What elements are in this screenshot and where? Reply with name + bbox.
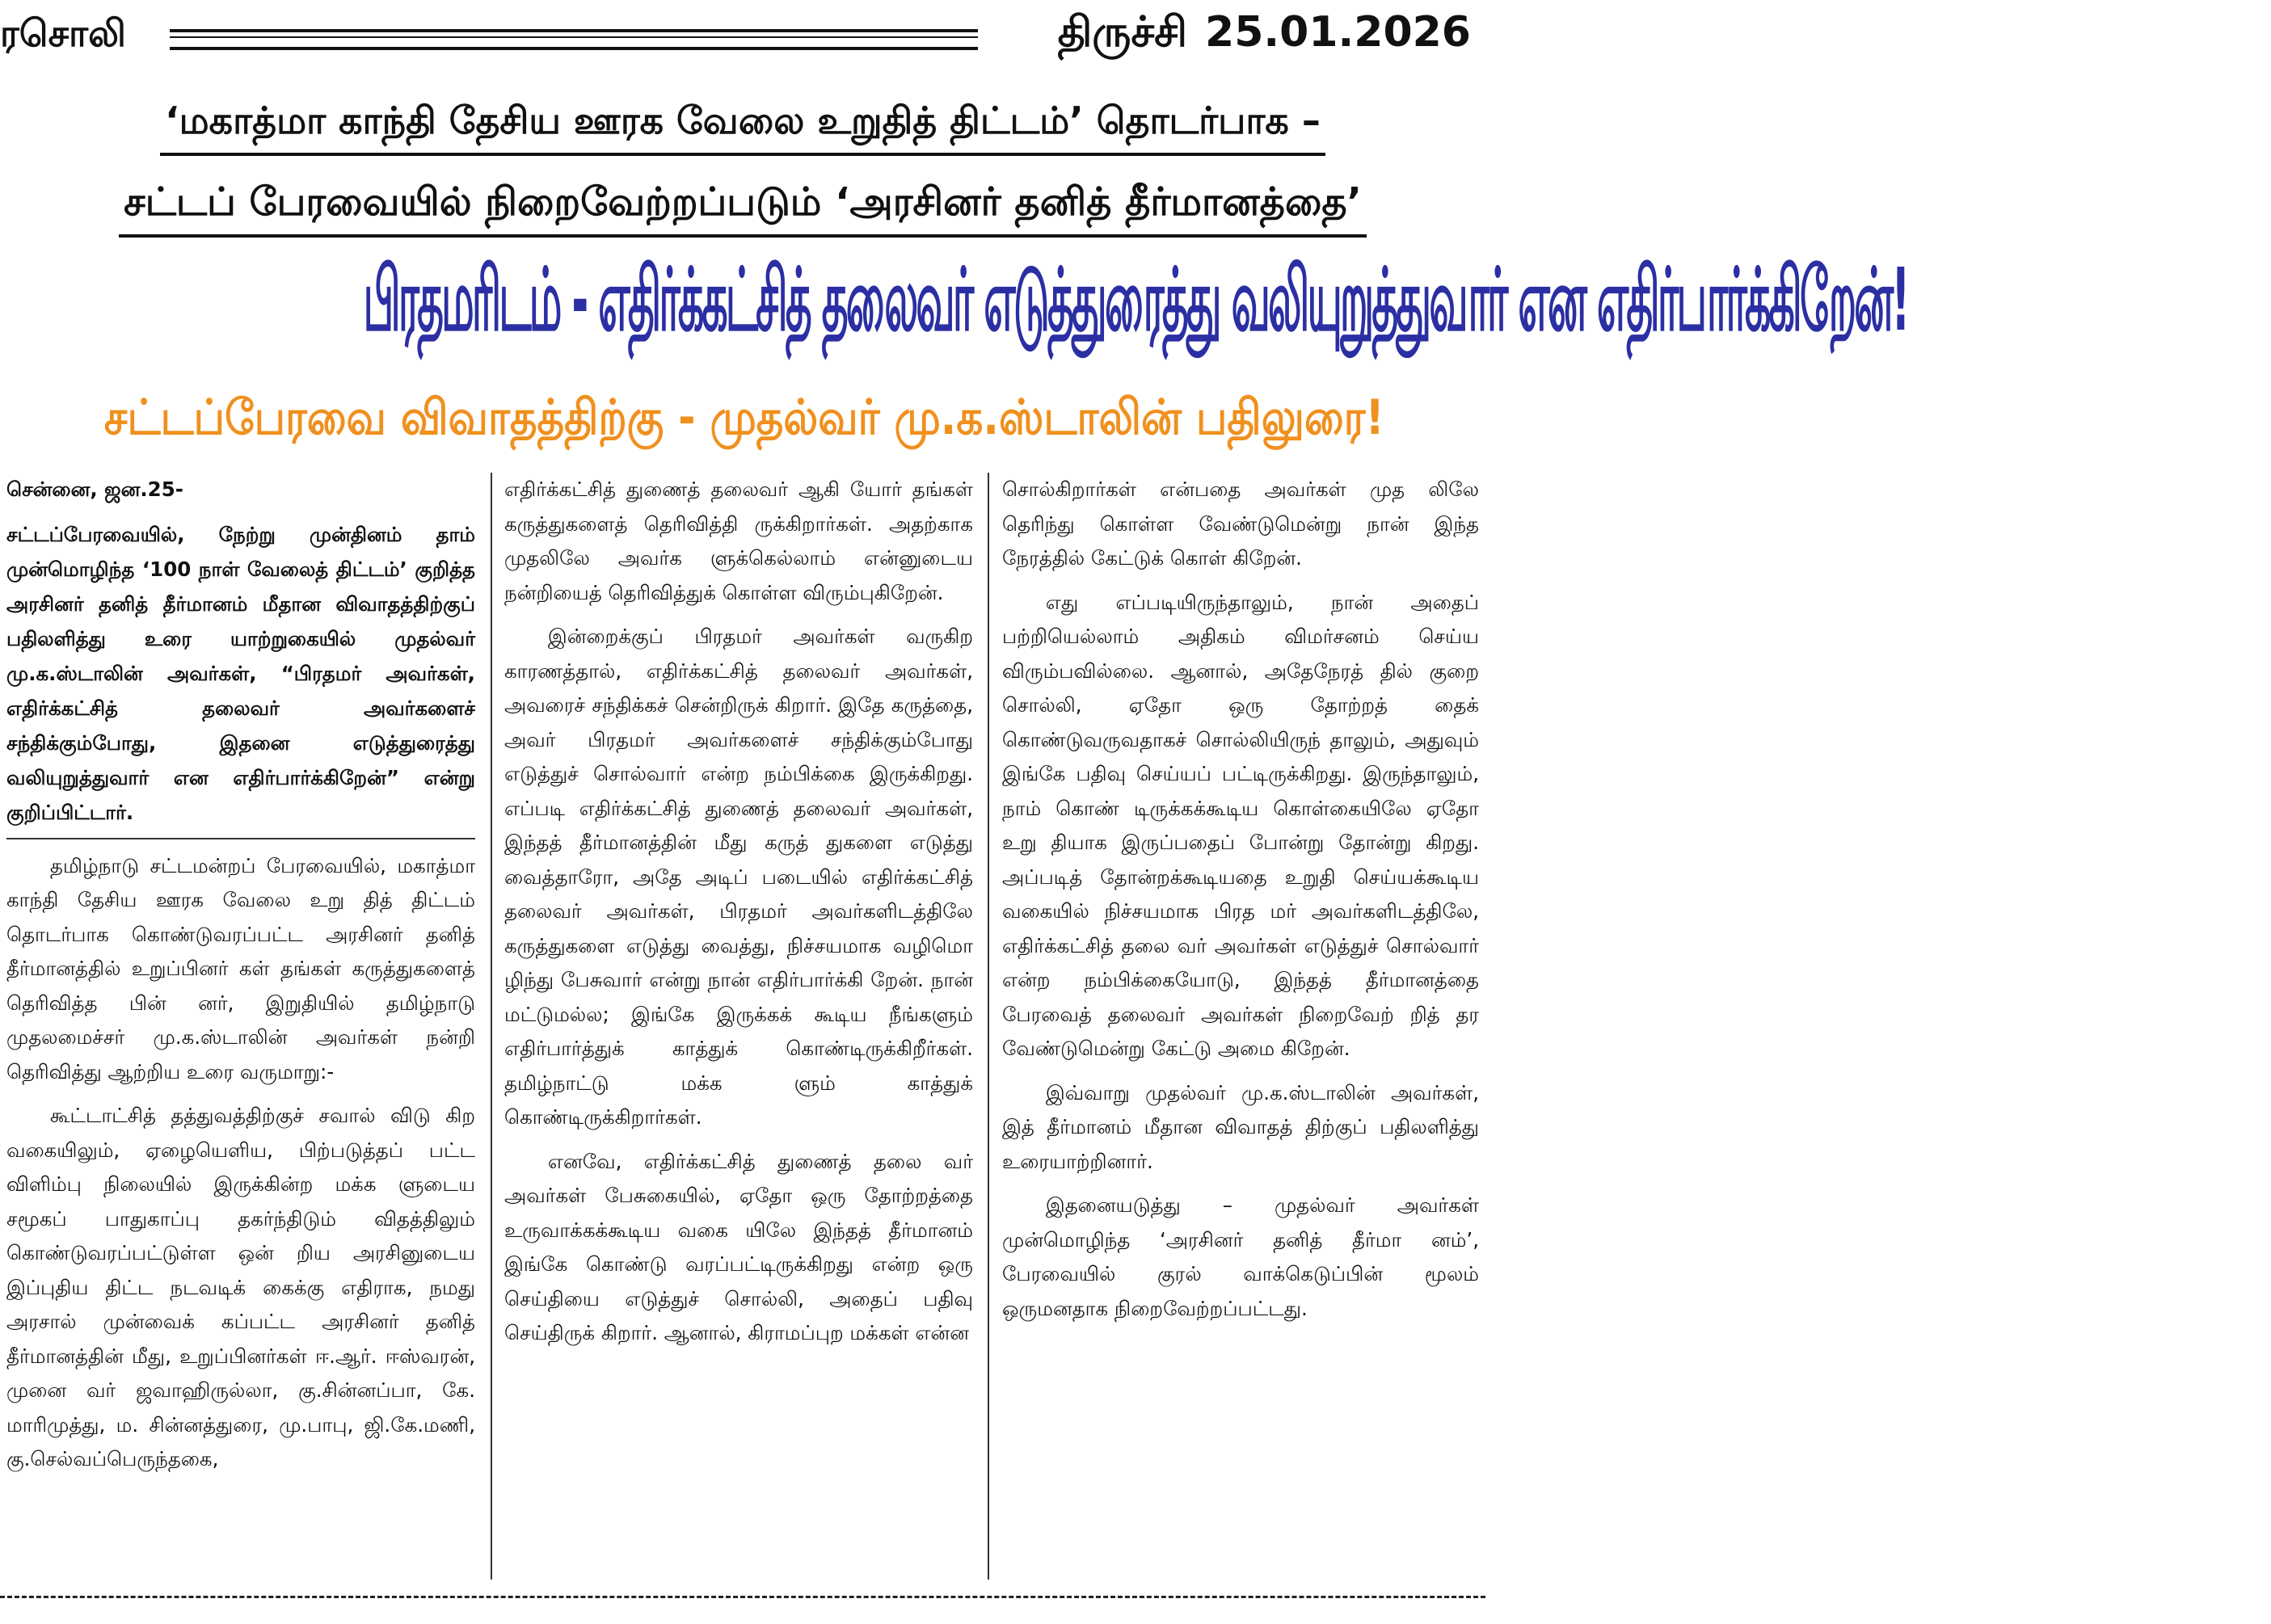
article-column-1: [6, 473, 475, 1580]
masthead: [0, 0, 1485, 73]
edition-date: 25.01.2026: [1205, 8, 1471, 57]
body-paragraph: இன்றைக்குப் பிரதமர் அவர்கள் வருகிற காரணத்தால், எதிர்க்கட்சித் தலைவர் அவர்கள், அவரைச் சந்திக்கச் சென்றிருக் கிறார். இதே கருத்தை, அவர் பிரதமர் அவர்களைச் சந்திக்கும்போது எடுத்துச் சொல்வார் என்ற நம்பிக்கை இருக்கிறது. எப்படி எதிர்க்கட்சித் துணைத் தலைவர் அவர்கள், இந்தத் தீர்மானத்தின் மீது கருத் துகளை எடுத்து வைத்தாரோ, அதே அடிப் படையில் எதிர்க்கட்சித் தலைவர் அவர்கள், பிரதமர் அவர்களிடத்திலே கருத்துகளை எடுத்து வைத்து, நிச்சயமாக வழிமொ ழிந்து பேசுவார் என்று நான் எதிர்பார்க்கி றேன். நான் மட்டுமல்ல; இங்கே இருக்கக் கூடிய நீங்களும் எதிர்பார்த்துக் காத்துக் கொண்டிருக்கிறீர்கள். தமிழ்நாட்டு மக்க ளும் காத்துக் கொண்டிருக்கிறார்கள்.: [504, 625, 973, 1129]
body-paragraph: கூட்டாட்சித் தத்துவத்திற்குச் சவால் விடு கிற வகையிலும், ஏழையெளிய, பிற்படுத்தப் பட்ட விளிம்பு நிலையில் இருக்கின்ற மக்க ளுடைய சமூகப் பாதுகாப்பு தகர்ந்திடும் விதத்திலும் கொண்டுவரப்பட்டுள்ள ஒன் றிய அரசினுடைய இப்புதிய திட்ட நடவடிக் கைக்கு எதிராக, நமது அரசால் முன்வைக் கப்பட்ட அரசினர் தனித் தீர்மானத்தின் மீது, உறுப்பினர்கள் ஈ.ஆர். ஈஸ்வரன், முனை வர் ஜவாஹிருல்லா, கு.சின்னப்பா, கே. மாரிமுத்து, ம. சின்னத்துரை, மு.பாபு, ஜி.கே.மணி, கு.செல்வப்பெருந்தகை,: [6, 1104, 475, 1470]
column-divider: [988, 473, 989, 1580]
lead-paragraph: சட்டப்பேரவையில், நேற்று முன்தினம் தாம் முன்மொழிந்த ‘100 நாள் வேலைத் திட்டம்’ குறித்த அரசினர் தனித் தீர்மானம் மீதான விவாதத்திற்குப் பதிலளித்து உரை யாற்றுகையில் முதல்வர் மு.க.ஸ்டாலின் அவர்கள், “பிரதமர் அவர்கள், எதிர்க்கட்சித் தலைவர் அவர்களைச் சந்திக்கும்போது, இதனை எடுத்துரைத்து வலியுறுத்துவார் என எதிர்பார்க்கிறேன்” என்று குறிப்பிட்டார்.: [6, 517, 475, 839]
dateline: சென்னை, ஜன.25-: [6, 478, 183, 501]
article-column-3: [1002, 473, 1479, 1580]
body-paragraph: இதனையடுத்து – முதல்வர் அவர்கள் முன்மொழிந்த ‘அரசினர் தனித் தீர்மா னம்’, பேரவையில் குரல் வாக்கெடுப்பின் மூலம் ஒருமனதாக நிறைவேற்றப்பட்டது.: [1002, 1193, 1479, 1320]
headline-text: பிரதமரிடம் - எதிர்க்கட்சித் தலைவர் எடுத்துரைத்து வலியுறுத்துவார் என எதிர்பார்க்கிறேன்!: [363, 250, 1908, 351]
body-paragraph: இவ்வாறு முதல்வர் மு.க.ஸ்டாலின் அவர்கள், இத் தீர்மானம் மீதான விவாதத் திற்குப் பதிலளித்து உரையாற்றினார்.: [1002, 1080, 1479, 1173]
subheadline-text: சட்டப்பேரவை விவாதத்திற்கு - முதல்வர் மு.க.ஸ்டாலின் பதிலுரை!: [103, 389, 1384, 446]
subheadline: [0, 389, 1485, 452]
newspaper-name: ரசொலி: [0, 11, 126, 55]
kicker-line-1: [0, 99, 1485, 156]
body-paragraph: எதிர்க்கட்சித் துணைத் தலைவர் ஆகி யோர் தங்கள் கருத்துகளைத் தெரிவித்தி ருக்கிறார்கள். அதற்காக முதலிலே அவர்க ளுக்கெல்லாம் என்னுடைய நன்றியைத் தெரிவித்துக் கொள்ள விரும்புகிறேன்.: [504, 478, 973, 604]
column-divider: [491, 473, 492, 1580]
masthead-rule: [170, 29, 978, 50]
body-paragraph: சொல்கிறார்கள் என்பதை அவர்கள் முத லிலே தெரிந்து கொள்ள வேண்டுமென்று நான் இந்த நேரத்தில் கேட்டுக் கொள் கிறேன்.: [1002, 478, 1479, 570]
kicker-line-2-text: சட்டப் பேரவையில் நிறைவேற்றப்படும் ‘அரசினர் தனித் தீர்மானத்தை’: [119, 179, 1367, 238]
body-paragraph: எது எப்படியிருந்தாலும், நான் அதைப் பற்றியெல்லாம் அதிகம் விமர்சனம் செய்ய விரும்பவில்லை. ஆனால், அதேநேரத் தில் குறை சொல்லி, ஏதோ ஒரு தோற்றத் தைக் கொண்டுவருவதாகச் சொல்லியிருந் தாலும், அதுவும் இங்கே பதிவு செய்யப் பட்டிருக்கிறது. இருந்தாலும், நாம் கொண் டிருக்கக்கூடிய கொள்கையிலே ஏதோ உறு தியாக இருப்பதைப் போன்று தோன்று கிறது. அப்படித் தோன்றக்கூடியதை உறுதி செய்யக்கூடிய வகையில் நிச்சயமாக பிரத மர் அவர்களிடத்திலே, எதிர்க்கட்சித் தலை வர் அவர்கள் எடுத்துச் சொல்வார் என்ற நம்பிக்கையோடு, இந்தத் தீர்மானத்தை பேரவைத் தலைவர் அவர்கள் நிறைவேற் றித் தர வேண்டுமென்று கேட்டு அமை கிறேன்.: [1002, 590, 1479, 1060]
kicker-line-1-text: ‘மகாத்மா காந்தி தேசிய ஊரக வேலை உறுதித் திட்டம்’ தொடர்பாக –: [160, 99, 1325, 156]
headline: [0, 250, 1908, 366]
body-paragraph: எனவே, எதிர்க்கட்சித் துணைத் தலை வர் அவர்கள் பேசுகையில், ஏதோ ஒரு தோற்றத்தை உருவாக்கக்கூடிய வகை யிலே இந்தத் தீர்மானம் இங்கே கொண்டு வரப்பட்டிருக்கிறது என்ற ஒரு செய்தியை எடுத்துச் சொல்லி, அதைப் பதிவு செய்திருக் கிறார். ஆனால், கிராமப்புற மக்கள் என்ன: [504, 1149, 973, 1344]
body-paragraph: தமிழ்நாடு சட்டமன்றப் பேரவையில், மகாத்மா காந்தி தேசிய ஊரக வேலை உறு தித் திட்டம் தொடர்பாக கொண்டுவரப்பட்ட அரசினர் தனித் தீர்மானத்தில் உறுப்பினர் கள் தங்கள் கருத்துகளைத் தெரிவித்த பின் னர், இறுதியில் தமிழ்நாடு முதலமைச்சர் மு.க.ஸ்டாலின் அவர்கள் நன்றி தெரிவித்து ஆற்றிய உரை வருமாறு:-: [6, 853, 475, 1083]
kicker-line-2: [0, 179, 1485, 238]
bottom-dashed-rule: [0, 1596, 1485, 1598]
edition-place: திருச்சி: [1057, 8, 1188, 57]
article-column-2: [504, 473, 973, 1580]
place-date: [1040, 8, 1471, 62]
